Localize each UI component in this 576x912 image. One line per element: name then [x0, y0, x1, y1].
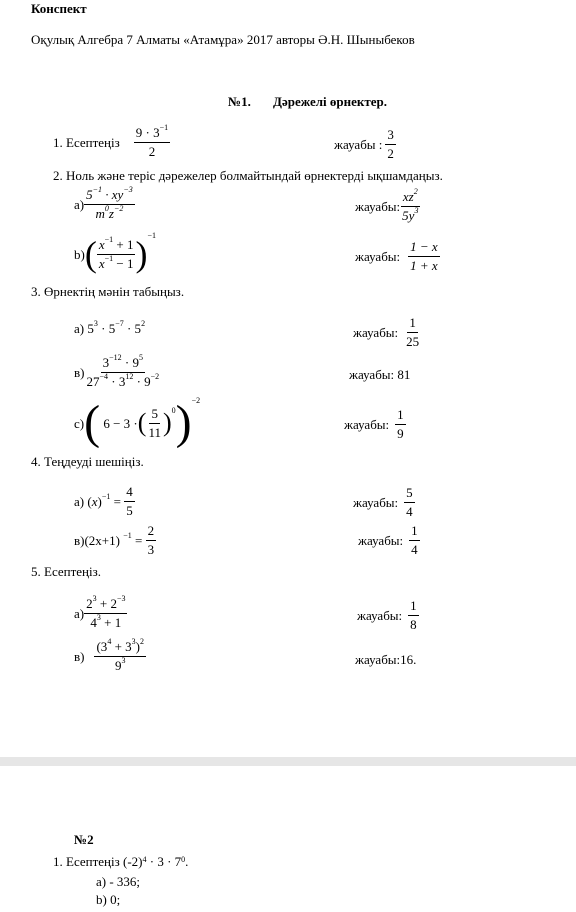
answer-label: жауабы:	[355, 248, 401, 264]
task-2a	[74, 185, 135, 221]
answer-label: жауабы:	[358, 532, 404, 548]
task-4a-answer	[353, 486, 415, 518]
task-3a-answer	[353, 316, 421, 348]
answer-fraction: $\frac{1}{25}$	[406, 315, 420, 349]
answer-fraction: $\frac{1 - x}{1 + x}$	[410, 239, 438, 273]
task-4b: в)(2x+1) $^{-1}$ = $\frac{2}{3}$	[74, 523, 155, 557]
task-3a-expression: $5^3 \cdot 5^{-7} \cdot 5^2$	[84, 319, 146, 336]
task-5a-expression: $\frac{2^3 + 2^{-3}}{4^3 + 1}$	[86, 594, 126, 630]
task-3-label: 3. Өрнектің мәнін табыңыз.	[31, 284, 185, 299]
task-4-label: 4. Теңдеуді шешіңіз.	[31, 454, 144, 469]
section-2-task-1: 1. Есептеңіз (-2) $^4$ · 3 · 7 $^0$ .	[53, 854, 189, 869]
item-label: a)	[74, 493, 85, 509]
document-title: Конспект	[31, 1, 87, 16]
item-label: a)	[74, 196, 85, 212]
task-2b-expression: $\frac{x^{-1} + 1}{x^{-1} - 1}$	[98, 234, 134, 271]
task-label: 1. Есептеңіз (-2)	[53, 854, 143, 869]
option-a: a) - 336;	[96, 874, 141, 889]
task-3c-answer	[344, 408, 406, 440]
task-2b: b) ( $\frac{x^{-1} + 1}{x^{-1} - 1}$ ) $^{-1}$	[74, 231, 156, 274]
task-1-label: 1. Есептеңіз	[53, 134, 120, 150]
item-label: в)	[74, 648, 85, 664]
task-1	[53, 123, 170, 159]
section-1-number: №1.	[228, 94, 251, 109]
item-label: в)(2x+1)	[74, 532, 120, 548]
task-4b-answer	[358, 524, 420, 556]
task-2b-answer	[355, 240, 440, 272]
task-4a: a) $(x)^{-1}$ = $\frac{4}{5}$	[74, 484, 133, 518]
answer-label: жауабы:	[357, 607, 403, 623]
task-1-expression: $\frac{9 \cdot 3^{-1}}{2}$	[135, 123, 169, 159]
answer-label: жауабы:	[353, 494, 399, 510]
section-1-title: Дәрежелі өрнектер.	[273, 94, 388, 109]
task-3a	[74, 319, 146, 336]
item-label: a)	[74, 321, 85, 336]
answer-fraction: $\frac{5}{4}$	[406, 485, 413, 519]
task-5a	[74, 594, 127, 630]
answer-label: жауабы:	[344, 416, 390, 432]
task-2a-expression: $\frac{5^{-1} \cdot xy^{-3}}{m^0z^{-2}}$	[86, 185, 133, 221]
answer-fraction: $\frac{1}{9}$	[397, 407, 404, 441]
option-b: b) 0;	[96, 892, 121, 907]
answer-fraction: $\frac{1}{4}$	[411, 523, 418, 557]
task-5-label: 5. Есептеңіз.	[31, 564, 102, 579]
task-1-answer	[334, 128, 396, 160]
answer-fraction: $\frac{1}{8}$	[410, 598, 417, 632]
task-3b-answer: жауабы: 81	[349, 367, 411, 382]
task-5b-answer: жауабы:16.	[355, 652, 417, 667]
section-2-number: №2	[74, 832, 94, 847]
task-expression: · 3 · 7	[149, 854, 182, 869]
page-divider	[0, 757, 576, 766]
answer-label: жауабы:	[353, 324, 399, 340]
answer-label: жауабы :	[334, 136, 383, 152]
task-5b-expression: $\frac{(3^4 + 3^3)^2}{9^3}$	[96, 637, 144, 673]
task-5a-answer	[357, 599, 419, 631]
task-3b-expression: $\frac{3^{-12} \cdot 9^5}{27^{-4} \cdot 3^{12} \cdot 9^{-2}}$	[86, 353, 160, 389]
answer-fraction: $\frac{3}{2}$	[387, 127, 394, 161]
answer-fraction: $\frac{xz^2}{5y^3}$	[402, 187, 419, 223]
task-3b	[74, 353, 161, 389]
item-label: b)	[74, 246, 85, 262]
task-2a-answer	[355, 187, 420, 223]
answer-label: жауабы:	[355, 198, 401, 214]
document-subtitle: Оқулық Алгебра 7 Алматы «Атамұра» 2017 авторы Ә.Н. Шыныбеков	[31, 32, 415, 47]
item-label: a)	[74, 605, 85, 621]
task-2-label: 2. Ноль және теріс дәрежелер болмайтындай өрнектерді ықшамдаңыз.	[53, 168, 443, 183]
task-3c: c) ( 6 − 3 · ( $\frac{5}{11}$ ) $^0$ ) $^{-2}$	[74, 396, 201, 449]
item-label: c)	[74, 415, 85, 431]
task-5b	[74, 637, 146, 673]
item-label: в)	[74, 364, 85, 380]
